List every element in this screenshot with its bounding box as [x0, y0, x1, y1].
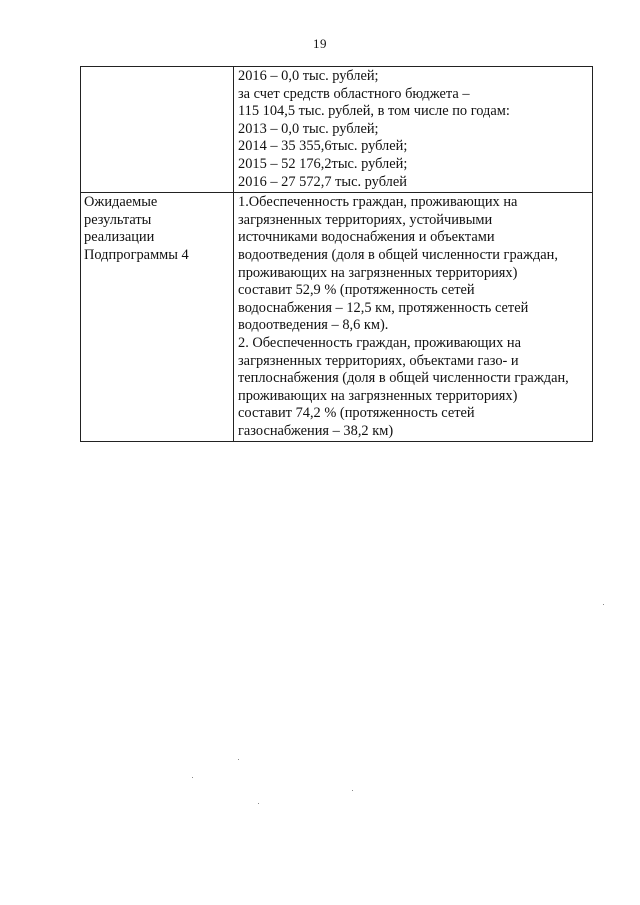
results-line: водоотведения (доля в общей численности граждан,: [238, 246, 558, 263]
results-line: 1.Обеспеченность граждан, проживающих на: [238, 194, 518, 211]
page-number: 19: [313, 36, 327, 51]
scan-speck: [192, 777, 193, 778]
results-line: загрязненных территориях, устойчивыми: [238, 211, 493, 228]
funding-line: 2013 – 0,0 тыс. рублей;: [238, 120, 379, 137]
row-results-value-cell: [234, 193, 593, 442]
scan-speck: [258, 803, 259, 804]
scan-speck: [352, 790, 353, 791]
funding-line: 2016 – 27 572,7 тыс. рублей: [238, 173, 407, 190]
row-results-label-cell: [81, 193, 234, 442]
results-label-line: Подпрограммы 4: [84, 246, 189, 263]
results-line: проживающих на загрязненных территориях): [238, 387, 518, 404]
results-line: теплоснабжения (доля в общей численности граждан,: [238, 370, 569, 387]
row-funding-label-cell: [81, 67, 234, 193]
results-line: составит 52,9 % (протяженность сетей: [238, 282, 475, 299]
funding-line: 2015 – 52 176,2тыс. рублей;: [238, 155, 408, 172]
table-row-expected-results: [81, 193, 593, 442]
scan-speck: [238, 759, 239, 760]
subprogram-table: [80, 66, 593, 442]
scan-speck: [603, 604, 604, 605]
row-funding-value-cell: [234, 67, 593, 193]
results-line: водоснабжения – 12,5 км, протяженность сетей: [238, 299, 529, 316]
funding-line: 2014 – 35 355,6тыс. рублей;: [238, 138, 408, 155]
table-row-funding: [81, 67, 593, 193]
results-line: составит 74,2 % (протяженность сетей: [238, 405, 475, 422]
results-line: проживающих на загрязненных территориях): [238, 264, 518, 281]
funding-line: 2016 – 0,0 тыс. рублей;: [238, 68, 379, 84]
funding-line: за счет средств областного бюджета –: [238, 85, 470, 102]
results-line: 2. Обеспеченность граждан, проживающих на: [238, 334, 522, 351]
results-line: водоотведения – 8,6 км).: [238, 317, 389, 334]
results-label-line: результаты: [84, 211, 152, 228]
results-label-line: Ожидаемые: [84, 194, 158, 211]
results-label-line: реализации: [84, 229, 155, 246]
funding-line: 115 104,5 тыс. рублей, в том числе по годам:: [238, 103, 510, 120]
results-line: загрязненных территориях, объектами газо- и: [238, 352, 519, 369]
results-line: источниками водоснабжения и объектами: [238, 229, 495, 246]
results-line: газоснабжения – 38,2 км): [238, 422, 394, 439]
